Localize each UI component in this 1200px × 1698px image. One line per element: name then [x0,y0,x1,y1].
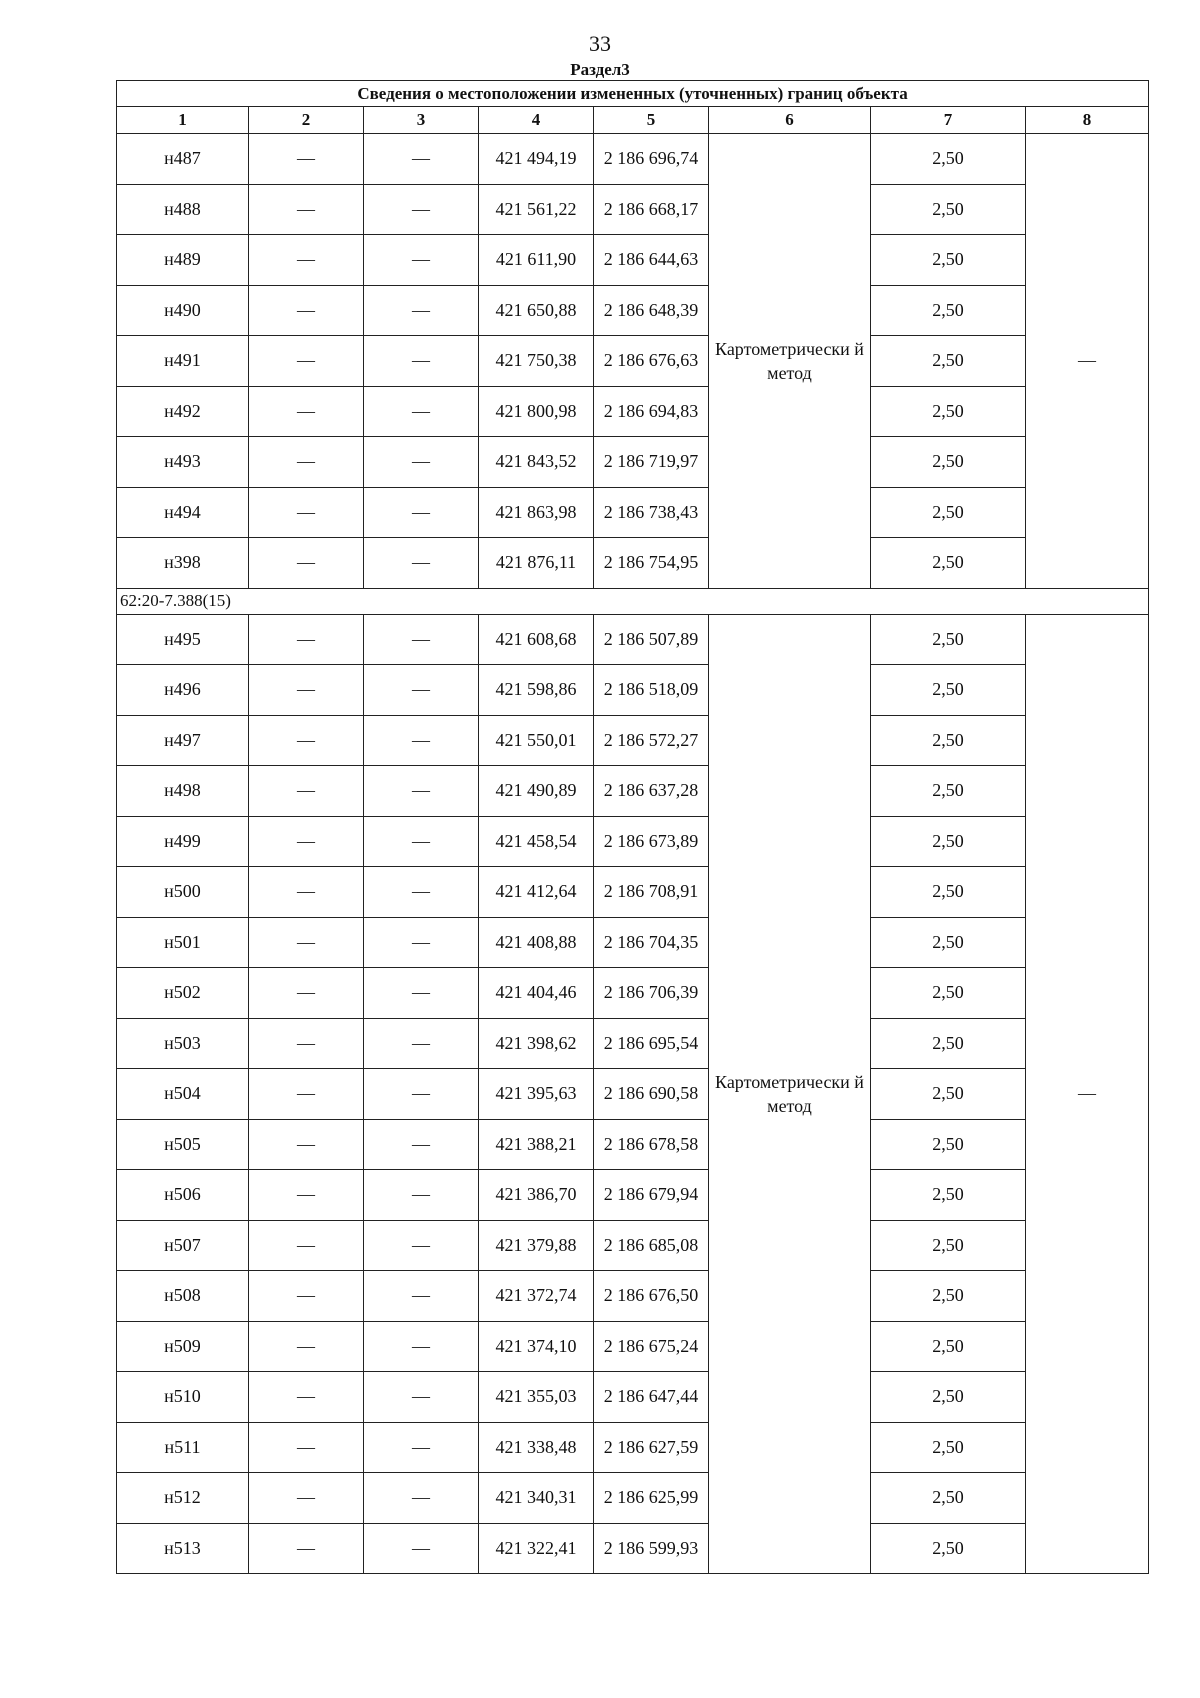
coordinate-y-cell: 2 186 647,44 [594,1372,709,1423]
empty-dash-cell: — [249,968,364,1019]
empty-dash-cell: — [249,1069,364,1120]
point-id-cell: н513 [117,1523,249,1574]
empty-dash-cell: — [249,1271,364,1322]
empty-dash-cell: — [249,614,364,665]
accuracy-cell: 2,50 [871,437,1026,488]
table-row [117,1119,1149,1170]
coordinate-y-cell: 2 186 627,59 [594,1422,709,1473]
accuracy-cell: 2,50 [871,1018,1026,1069]
table-row [117,665,1149,716]
point-id-cell: н496 [117,665,249,716]
table-row [117,538,1149,589]
coordinate-x-cell: 421 355,03 [479,1372,594,1423]
table-row [117,715,1149,766]
table-caption: Сведения о местоположении измененных (уточненных) границ объекта [117,81,1149,107]
point-id-cell: н490 [117,285,249,336]
coordinate-x-cell: 421 598,86 [479,665,594,716]
column-8-cell: — [1026,614,1149,1574]
empty-dash-cell: — [249,1018,364,1069]
coordinate-x-cell: 421 374,10 [479,1321,594,1372]
point-id-cell: н498 [117,766,249,817]
table-row [117,917,1149,968]
coordinate-x-cell: 421 750,38 [479,336,594,387]
accuracy-cell: 2,50 [871,766,1026,817]
accuracy-cell: 2,50 [871,134,1026,185]
empty-dash-cell: — [249,1523,364,1574]
coordinate-x-cell: 421 386,70 [479,1170,594,1221]
table-row [117,1321,1149,1372]
table-row [117,487,1149,538]
table-row [117,867,1149,918]
accuracy-cell: 2,50 [871,968,1026,1019]
column-header: 6 [709,107,871,134]
accuracy-cell: 2,50 [871,1119,1026,1170]
empty-dash-cell: — [364,1422,479,1473]
empty-dash-cell: — [364,917,479,968]
table-row [117,816,1149,867]
table-row [117,235,1149,286]
point-id-cell: н495 [117,614,249,665]
table-row [117,1473,1149,1524]
coordinate-y-cell: 2 186 738,43 [594,487,709,538]
column-header: 4 [479,107,594,134]
coordinate-y-cell: 2 186 754,95 [594,538,709,589]
coordinate-x-cell: 421 863,98 [479,487,594,538]
coordinate-x-cell: 421 611,90 [479,235,594,286]
accuracy-cell: 2,50 [871,614,1026,665]
coordinate-y-cell: 2 186 704,35 [594,917,709,968]
table-row [117,386,1149,437]
accuracy-cell: 2,50 [871,917,1026,968]
empty-dash-cell: — [249,1422,364,1473]
table-row [117,766,1149,817]
coordinate-x-cell: 421 608,68 [479,614,594,665]
table-row [117,1372,1149,1423]
accuracy-cell: 2,50 [871,1523,1026,1574]
coordinate-x-cell: 421 388,21 [479,1119,594,1170]
coordinate-y-cell: 2 186 518,09 [594,665,709,716]
coordinate-x-cell: 421 408,88 [479,917,594,968]
column-header: 3 [364,107,479,134]
coordinate-x-cell: 421 338,48 [479,1422,594,1473]
empty-dash-cell: — [249,386,364,437]
empty-dash-cell: — [249,867,364,918]
method-cell: Картометрически й метод [709,614,871,1574]
empty-dash-cell: — [249,437,364,488]
accuracy-cell: 2,50 [871,867,1026,918]
empty-dash-cell: — [249,235,364,286]
accuracy-cell: 2,50 [871,538,1026,589]
empty-dash-cell: — [249,917,364,968]
coordinate-y-cell: 2 186 676,50 [594,1271,709,1322]
coordinate-y-cell: 2 186 572,27 [594,715,709,766]
table-row [117,1018,1149,1069]
empty-dash-cell: — [364,1018,479,1069]
table-row [117,437,1149,488]
accuracy-cell: 2,50 [871,715,1026,766]
table-row [117,184,1149,235]
coordinate-y-cell: 2 186 685,08 [594,1220,709,1271]
empty-dash-cell: — [364,816,479,867]
empty-dash-cell: — [249,538,364,589]
accuracy-cell: 2,50 [871,1069,1026,1120]
empty-dash-cell: — [364,386,479,437]
table-row [117,1271,1149,1322]
point-id-cell: н509 [117,1321,249,1372]
coordinate-y-cell: 2 186 679,94 [594,1170,709,1221]
coordinate-y-cell: 2 186 676,63 [594,336,709,387]
empty-dash-cell: — [364,1271,479,1322]
coordinate-y-cell: 2 186 599,93 [594,1523,709,1574]
coordinate-y-cell: 2 186 625,99 [594,1473,709,1524]
coordinate-y-cell: 2 186 708,91 [594,867,709,918]
empty-dash-cell: — [249,715,364,766]
coordinate-x-cell: 421 490,89 [479,766,594,817]
empty-dash-cell: — [364,235,479,286]
point-id-cell: н488 [117,184,249,235]
coordinate-y-cell: 2 186 695,54 [594,1018,709,1069]
point-id-cell: н489 [117,235,249,286]
table-row [117,968,1149,1019]
point-id-cell: н507 [117,1220,249,1271]
empty-dash-cell: — [249,134,364,185]
empty-dash-cell: — [249,816,364,867]
point-id-cell: н493 [117,437,249,488]
empty-dash-cell: — [364,184,479,235]
empty-dash-cell: — [249,1473,364,1524]
empty-dash-cell: — [364,1372,479,1423]
group-label-row [117,588,1149,614]
table-row [117,1069,1149,1120]
accuracy-cell: 2,50 [871,1170,1026,1221]
coordinate-x-cell: 421 322,41 [479,1523,594,1574]
point-id-cell: н494 [117,487,249,538]
coordinate-x-cell: 421 379,88 [479,1220,594,1271]
table-row [117,614,1149,665]
empty-dash-cell: — [364,614,479,665]
coordinate-y-cell: 2 186 637,28 [594,766,709,817]
coordinate-y-cell: 2 186 675,24 [594,1321,709,1372]
empty-dash-cell: — [364,134,479,185]
coordinate-x-cell: 421 561,22 [479,184,594,235]
empty-dash-cell: — [249,1220,364,1271]
coordinate-y-cell: 2 186 719,97 [594,437,709,488]
accuracy-cell: 2,50 [871,235,1026,286]
point-id-cell: н512 [117,1473,249,1524]
accuracy-cell: 2,50 [871,1220,1026,1271]
point-id-cell: н499 [117,816,249,867]
coordinate-y-cell: 2 186 644,63 [594,235,709,286]
coordinate-y-cell: 2 186 694,83 [594,386,709,437]
empty-dash-cell: — [364,766,479,817]
accuracy-cell: 2,50 [871,1271,1026,1322]
table-caption-row [117,81,1149,107]
coordinate-x-cell: 421 372,74 [479,1271,594,1322]
empty-dash-cell: — [364,1119,479,1170]
empty-dash-cell: — [249,285,364,336]
table-row [117,134,1149,185]
accuracy-cell: 2,50 [871,665,1026,716]
method-cell: Картометрически й метод [709,134,871,589]
accuracy-cell: 2,50 [871,816,1026,867]
point-id-cell: н503 [117,1018,249,1069]
point-id-cell: н502 [117,968,249,1019]
section-title: Раздел3 [570,60,630,79]
empty-dash-cell: — [364,1321,479,1372]
empty-dash-cell: — [249,1119,364,1170]
coordinates-table [116,80,1149,1574]
empty-dash-cell: — [249,184,364,235]
point-id-cell: н491 [117,336,249,387]
point-id-cell: н508 [117,1271,249,1322]
accuracy-cell: 2,50 [871,1422,1026,1473]
empty-dash-cell: — [364,665,479,716]
coordinate-x-cell: 421 876,11 [479,538,594,589]
point-id-cell: н511 [117,1422,249,1473]
point-id-cell: н510 [117,1372,249,1423]
empty-dash-cell: — [249,1372,364,1423]
coordinate-y-cell: 2 186 696,74 [594,134,709,185]
table-row [117,1523,1149,1574]
page-number: 33 [589,31,611,56]
column-8-cell: — [1026,134,1149,589]
empty-dash-cell: — [364,1220,479,1271]
coordinate-x-cell: 421 398,62 [479,1018,594,1069]
column-header: 1 [117,107,249,134]
empty-dash-cell: — [249,487,364,538]
coordinate-x-cell: 421 650,88 [479,285,594,336]
empty-dash-cell: — [249,1321,364,1372]
empty-dash-cell: — [364,1473,479,1524]
coordinate-y-cell: 2 186 668,17 [594,184,709,235]
accuracy-cell: 2,50 [871,285,1026,336]
empty-dash-cell: — [249,766,364,817]
coordinate-x-cell: 421 340,31 [479,1473,594,1524]
cadastral-block-label: 62:20-7.388(15) [117,588,1149,614]
coordinate-y-cell: 2 186 507,89 [594,614,709,665]
empty-dash-cell: — [364,715,479,766]
point-id-cell: н506 [117,1170,249,1221]
coordinate-x-cell: 421 404,46 [479,968,594,1019]
coordinate-y-cell: 2 186 706,39 [594,968,709,1019]
coordinate-x-cell: 421 458,54 [479,816,594,867]
accuracy-cell: 2,50 [871,336,1026,387]
empty-dash-cell: — [249,1170,364,1221]
column-header: 8 [1026,107,1149,134]
accuracy-cell: 2,50 [871,386,1026,437]
accuracy-cell: 2,50 [871,1321,1026,1372]
coordinate-y-cell: 2 186 678,58 [594,1119,709,1170]
point-id-cell: н501 [117,917,249,968]
column-header: 7 [871,107,1026,134]
empty-dash-cell: — [364,487,479,538]
accuracy-cell: 2,50 [871,184,1026,235]
coordinate-x-cell: 421 412,64 [479,867,594,918]
table-header-row [117,107,1149,134]
point-id-cell: н505 [117,1119,249,1170]
empty-dash-cell: — [364,1170,479,1221]
empty-dash-cell: — [249,336,364,387]
table-row [117,1170,1149,1221]
table-row [117,1220,1149,1271]
point-id-cell: н492 [117,386,249,437]
point-id-cell: н504 [117,1069,249,1120]
point-id-cell: н500 [117,867,249,918]
empty-dash-cell: — [364,336,479,387]
empty-dash-cell: — [364,968,479,1019]
column-header: 2 [249,107,364,134]
empty-dash-cell: — [364,867,479,918]
point-id-cell: н398 [117,538,249,589]
coordinate-x-cell: 421 800,98 [479,386,594,437]
accuracy-cell: 2,50 [871,1473,1026,1524]
coordinate-x-cell: 421 494,19 [479,134,594,185]
coordinate-x-cell: 421 395,63 [479,1069,594,1120]
coordinate-y-cell: 2 186 690,58 [594,1069,709,1120]
accuracy-cell: 2,50 [871,487,1026,538]
point-id-cell: н487 [117,134,249,185]
empty-dash-cell: — [364,437,479,488]
empty-dash-cell: — [364,1069,479,1120]
table-row [117,285,1149,336]
coordinate-y-cell: 2 186 648,39 [594,285,709,336]
accuracy-cell: 2,50 [871,1372,1026,1423]
coordinate-x-cell: 421 843,52 [479,437,594,488]
table-row [117,1422,1149,1473]
empty-dash-cell: — [364,285,479,336]
table-row [117,336,1149,387]
column-header: 5 [594,107,709,134]
coordinate-y-cell: 2 186 673,89 [594,816,709,867]
empty-dash-cell: — [364,1523,479,1574]
empty-dash-cell: — [249,665,364,716]
point-id-cell: н497 [117,715,249,766]
coordinate-x-cell: 421 550,01 [479,715,594,766]
empty-dash-cell: — [364,538,479,589]
